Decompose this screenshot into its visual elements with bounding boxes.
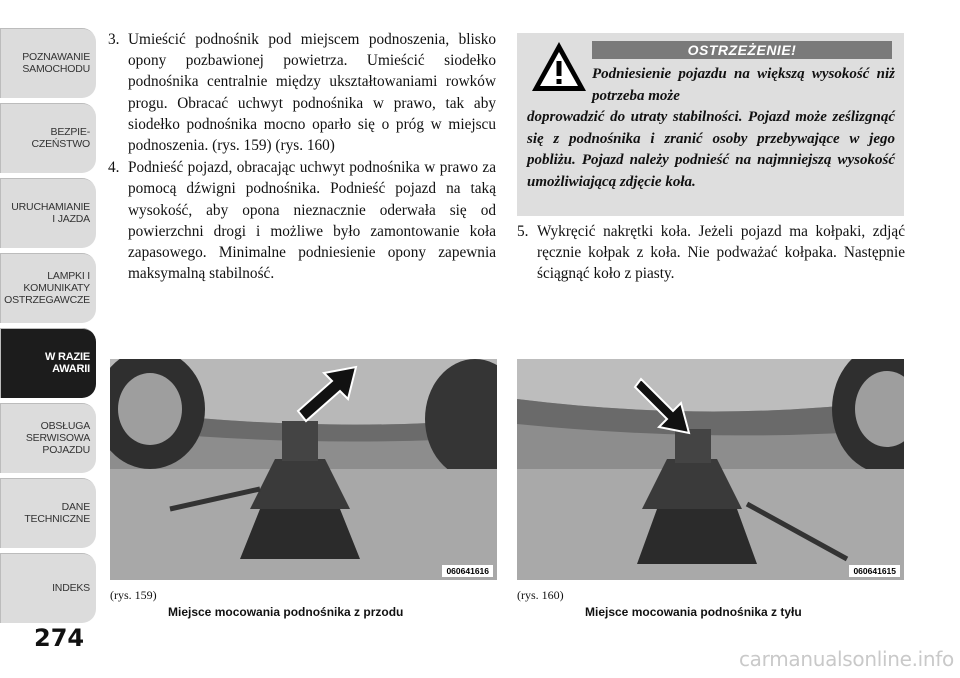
tab-w-razie-awarii[interactable]	[0, 328, 96, 398]
figure-code: 060641615	[849, 565, 900, 577]
step-text: Podnieść pojazd, obracając uchwyt podnośnika w prawo za pomocą dźwigni podnośnika. Podnieść pojazd na taką wysokość, aby opona nieznacznie oderwała się od powierzchni drogi i możliwe było zamontowanie koła zapasowego. Minimalne podniesienie opony zapewnia maksymalną stabilność.	[128, 159, 496, 283]
instructions-column-left	[108, 29, 496, 285]
figure-160-ref: (rys. 160)	[517, 588, 564, 602]
tab-label: POZNAWANIE SAMOCHODU	[22, 51, 90, 75]
tab-poznawanie-samochodu[interactable]	[0, 28, 96, 98]
tab-bezpieczenstwo[interactable]	[0, 103, 96, 173]
watermark: carmanualsonline.info	[738, 647, 954, 671]
figure-159-ref: (rys. 159)	[110, 588, 157, 602]
figure-160-caption: Miejsce mocowania podnośnika z tyłu	[585, 605, 802, 619]
step-4	[108, 157, 496, 284]
step-number: 3.	[108, 31, 120, 48]
tab-label: INDEKS	[52, 582, 90, 594]
tab-label: DANE TECHNICZNE	[24, 501, 90, 525]
step-number: 4.	[108, 159, 120, 177]
figure-159-photo	[110, 359, 497, 580]
warning-text	[527, 64, 895, 193]
tab-lampki-i-komunikaty[interactable]	[0, 253, 96, 323]
figure-code: 060641616	[442, 565, 493, 577]
warning-title: OSTRZEŻENIE!	[592, 41, 892, 59]
step-3	[108, 29, 496, 156]
tab-label: OBSŁUGA SERWISOWA POJAZDU	[25, 420, 90, 456]
step-text: Umieścić podnośnik pod miejscem podnoszenia, blisko opony pozbawionej powietrza. Umieścić siodełko podnośnika centralnie między ukształtowaniami rowków progu. Obracać uchwyt podnośnika w prawo, tak aby siodełko podnośnika mocno oparło się o próg w miejscu podnoszenia. (rys. 159) (rys. 160)	[128, 31, 496, 155]
tab-uruchamianie-i-jazda[interactable]	[0, 178, 96, 248]
tab-label: LAMPKI I KOMUNIKATY OSTRZEGAWCZE	[4, 270, 90, 306]
tab-dane-techniczne[interactable]	[0, 478, 96, 548]
warning-text-first: Podniesienie pojazdu na większą wysokość niż potrzeba może	[592, 66, 895, 104]
tab-obsluga-serwisowa[interactable]	[0, 403, 96, 473]
tab-label: URUCHAMIANIE I JAZDA	[11, 201, 90, 225]
figure-160-photo	[517, 359, 904, 580]
figure-159-caption: Miejsce mocowania podnośnika z przodu	[168, 605, 404, 619]
step-text: Wykręcić nakrętki koła. Jeżeli pojazd ma kołpaki, zdjąć ręcznie kołpak z koła. Nie podważać kołpaka. Następnie ściągnąć koło z piasty.	[537, 223, 905, 283]
warning-text-rest: doprowadzić do utraty stabilności. Pojazd może ześlizgnąć się z podnośnika i zranić osoby przebywające w jego pobliżu. Pojazd należy podnieść na najmniejszą wysokość umożliwiającą zdjęcie koła.	[527, 109, 895, 190]
tab-label: BEZPIE- CZEŃSTWO	[31, 126, 90, 150]
step-number: 5.	[517, 223, 529, 240]
step-5	[517, 221, 905, 285]
tab-indeks[interactable]	[0, 553, 96, 623]
page-number: 274	[34, 624, 85, 652]
instructions-column-right	[517, 221, 905, 286]
warning-box	[517, 33, 904, 216]
tab-label: W RAZIE AWARII	[44, 351, 90, 375]
